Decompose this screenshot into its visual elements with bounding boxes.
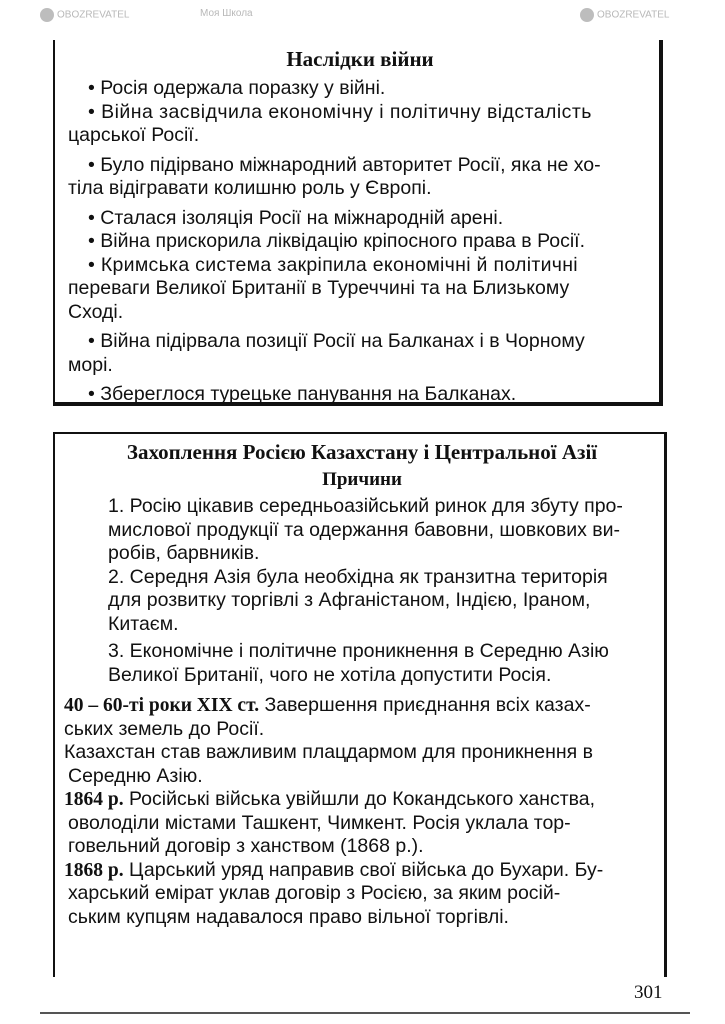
- list-item: • Сталася ізоляція Росії на міжнародній арені.: [88, 206, 504, 229]
- list-item: • Кримська система закріпила економічні й політичні: [88, 253, 578, 276]
- event-row: говельний договір з ханством (1868 р.).: [68, 835, 424, 857]
- event-row: харський емірат уклав договір з Росією, за яким росій-: [68, 882, 561, 904]
- event-row: оволоділи містами Ташкент, Чимкент. Росія уклала тор-: [68, 811, 571, 834]
- event-row: 1868 р. Царський уряд направив свої війська до Бухари. Бу-: [64, 858, 604, 881]
- note-row: Казахстан став важливим плацдармом для проникнення в: [64, 741, 594, 763]
- event-date: 40 – 60-ті роки XIX ст.: [64, 695, 260, 716]
- reasons-list: [68, 495, 660, 687]
- watermark-logo-icon: [580, 8, 594, 22]
- list-item: робів, барвників.: [108, 542, 260, 564]
- watermark: OBOZREVATEL: [580, 8, 669, 22]
- list-item: • Війна підірвала позиції Росії на Балканах і в Чорному: [88, 330, 585, 352]
- list-item: 2. Середня Азія була необхідна як транзитна територія: [108, 565, 608, 588]
- list-item: Великої Британії, чого не хотіла допустити Росія.: [108, 663, 552, 686]
- list-item: Сході.: [68, 300, 124, 323]
- expansion-header: [60, 437, 664, 493]
- list-item: мислової продукції та одержання бавовни, шовкових ви-: [108, 518, 621, 541]
- list-item: морі.: [68, 353, 113, 376]
- page-number: 301: [634, 982, 663, 1003]
- watermark-logo-icon: [40, 8, 54, 22]
- watermark: Моя Школа: [200, 8, 253, 19]
- list-item: для розвитку торгівлі з Афганістаном, Індією, Іраном,: [108, 589, 591, 611]
- list-item: • Було підірвано міжнародний авторитет Росії, яка не хо-: [88, 153, 601, 176]
- event-row: ських земель до Росії.: [64, 717, 265, 740]
- event-date: 1864 р.: [64, 789, 124, 810]
- list-item: • Війна засвідчила економічну і політичну відсталість: [88, 100, 592, 123]
- list-item: • Збереглося турецьке панування на Балканах.: [88, 383, 517, 405]
- consequences-list: [68, 77, 660, 407]
- list-item: • Росія одержала поразку у війні.: [88, 77, 386, 99]
- consequences-section: [60, 44, 660, 74]
- event-row: 1864 р. Російські війська увійшли до Кокандського ханства,: [64, 788, 596, 810]
- section-subtitle: Причини: [322, 469, 402, 490]
- events-list: [64, 694, 662, 929]
- event-row: ським купцям надавалося право вільної торгівлі.: [68, 905, 509, 928]
- list-item: переваги Великої Британії в Туреччині та на Близькому: [68, 277, 570, 299]
- note-row: Середню Азію.: [68, 764, 203, 787]
- list-item: царської Росії.: [68, 124, 200, 146]
- event-row: 40 – 60-ті роки XIX ст. Завершення приєднання всіх казах-: [64, 694, 591, 716]
- list-item: • Війна прискорила ліквідацію кріпосного права в Росії.: [88, 230, 585, 252]
- section-title: Наслідки війни: [286, 47, 434, 71]
- watermark: OBOZREVATEL: [40, 8, 129, 22]
- divider: [40, 1012, 690, 1014]
- section-title: Захоплення Росією Казахстану і Центральної Азії: [126, 440, 598, 464]
- list-item: тіла відігравати колишню роль у Європі.: [68, 177, 432, 199]
- list-item: 1. Росію цікавив середньоазійський ринок для збуту про-: [108, 495, 623, 517]
- list-item: Китаєм.: [108, 612, 179, 635]
- list-item: 3. Економічне і політичне проникнення в Середню Азію: [108, 640, 609, 662]
- event-date: 1868 р.: [64, 859, 124, 881]
